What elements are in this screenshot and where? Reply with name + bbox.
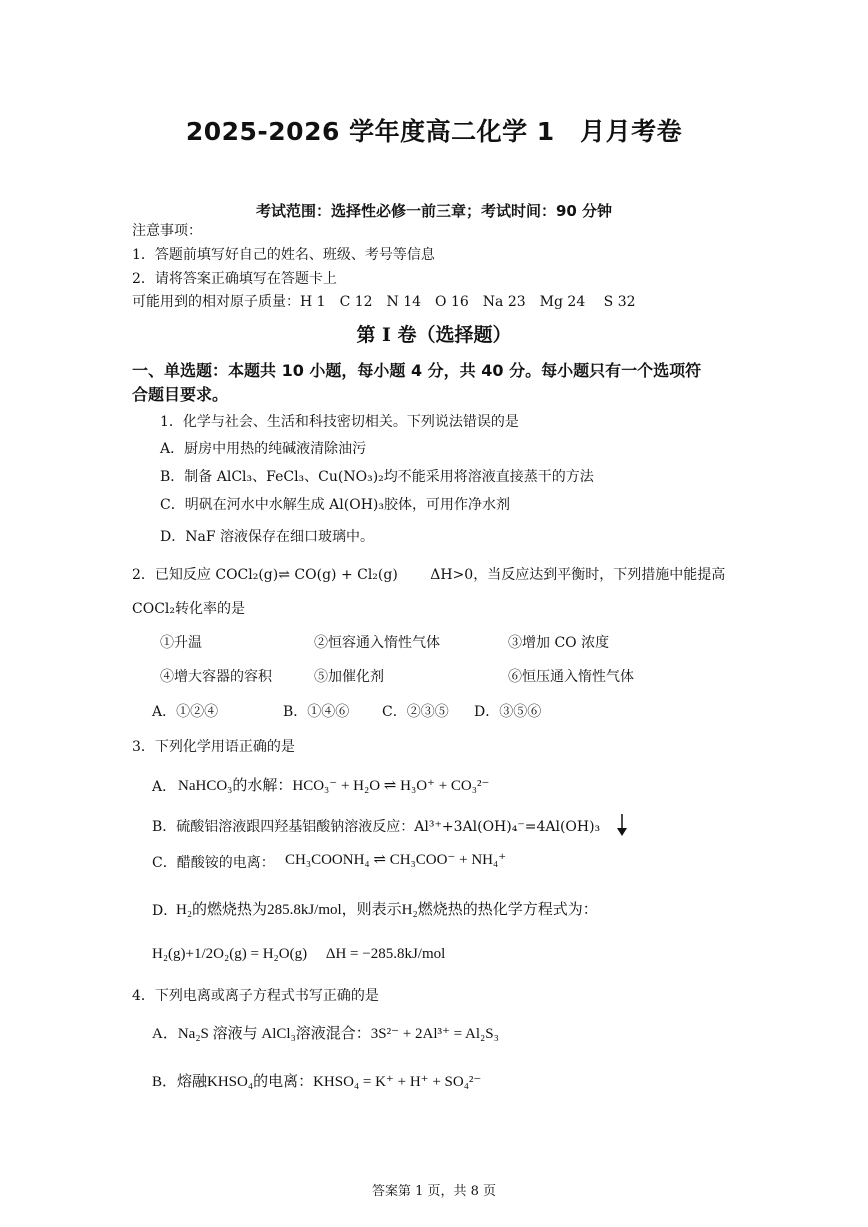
exam-scope: 考试范围：选择性必修一前三章；考试时间：90 分钟: [255, 202, 613, 220]
q2-measure-2: ②恒容通入惰性气体: [314, 635, 440, 651]
q2-measure-4: ④增大容器的容积: [160, 669, 272, 685]
q1-option-c: C．明矾在河水中水解生成 Al(OH)₃胶体，可用作净水剂: [160, 497, 510, 513]
q2-measure-1: ①升温: [160, 635, 202, 651]
q1-stem: 1．化学与社会、生活和科技密切相关。下列说法错误的是: [160, 414, 519, 430]
q3-option-d-label: D．: [152, 903, 178, 919]
q3-option-a-equation: NaHCO₃的水解：HCO₃⁻ + H₂O ⇌ H₃O⁺ + CO₃²⁻: [178, 778, 490, 794]
q2-option-b: B．①④⑥: [283, 704, 350, 720]
notes-item-1: 1．答题前填写好自己的姓名、班级、考号等信息: [132, 247, 435, 263]
q2-stem-line-2: COCl₂转化率的是: [132, 601, 245, 617]
q1-option-d: D．NaF 溶液保存在细口玻璃中。: [160, 529, 374, 545]
q4-option-a: A．Na₂S 溶液与 AlCl₃溶液混合：3S²⁻ + 2Al³⁺ = Al₂S₃: [152, 1026, 499, 1042]
section-title: 第 I 卷（选择题）: [356, 324, 512, 346]
page-footer: 答案第 1 页，共 8 页: [371, 1184, 497, 1199]
instructions-line-2: 合题目要求。: [132, 385, 229, 404]
q3-option-a-label: A．: [152, 779, 177, 795]
q2-measure-3: ③增加 CO 浓度: [508, 635, 610, 651]
q3-option-d-equation: H₂(g)+1/2O₂(g) = H₂O(g) ΔH = −285.8kJ/mol: [152, 946, 446, 962]
q1-option-a: A．厨房中用热的纯碱液清除油污: [160, 441, 367, 457]
q3-option-c-equation: CH₃COONH₄ ⇌ CH₃COO⁻ + NH₄⁺: [285, 852, 507, 868]
q3-option-c-label: C．醋酸铵的电离：: [152, 855, 275, 871]
q2-measure-6: ⑥恒压通入惰性气体: [508, 669, 634, 685]
exam-title: 2025-2026 学年度高二化学 1 月月考卷: [185, 117, 683, 146]
q1-option-b: B．制备 AlCl₃、FeCl₃、Cu(NO₃)₂均不能采用将溶液直接蒸干的方法: [160, 469, 594, 485]
q4-option-b: B．熔融KHSO₄的电离：KHSO₄ = K⁺ + H⁺ + SO₄²⁻: [152, 1074, 482, 1090]
q2-option-a: A．①②④: [152, 704, 219, 720]
notes-item-2: 2．请将答案正确填写在答题卡上: [132, 271, 337, 287]
atomic-mass-line: 可能用到的相对原子质量：H 1 C 12 N 14 O 16 Na 23 Mg 24 S 32: [132, 294, 636, 310]
q2-option-c: C．②③⑤: [382, 704, 449, 720]
instructions-line-1: 一、单选题：本题共 10 小题，每小题 4 分，共 40 分。每小题只有一个选项符: [132, 361, 702, 380]
q4-stem: 4．下列电离或离子方程式书写正确的是: [132, 988, 379, 1004]
q2-option-d: D．③⑤⑥: [474, 704, 542, 720]
q2-measure-5: ⑤加催化剂: [314, 669, 384, 685]
precipitate-arrow-icon: [615, 813, 629, 837]
q3-option-b: B．硫酸铝溶液跟四羟基铝酸钠溶液反应：Al³⁺+3Al(OH)₄⁻=4Al(OH)₃: [152, 819, 601, 835]
notes-heading: 注意事项：: [132, 223, 202, 239]
q2-stem-line-1: 2．已知反应 COCl₂(g)⇌ CO(g) + Cl₂(g) ΔH>0，当反应达到平衡时，下列措施中能提高: [132, 567, 726, 583]
q3-option-d-text: H₂的燃烧热为285.8kJ/mol，则表示H₂燃烧热的热化学方程式为：: [176, 902, 598, 918]
q3-stem: 3．下列化学用语正确的是: [132, 739, 295, 755]
